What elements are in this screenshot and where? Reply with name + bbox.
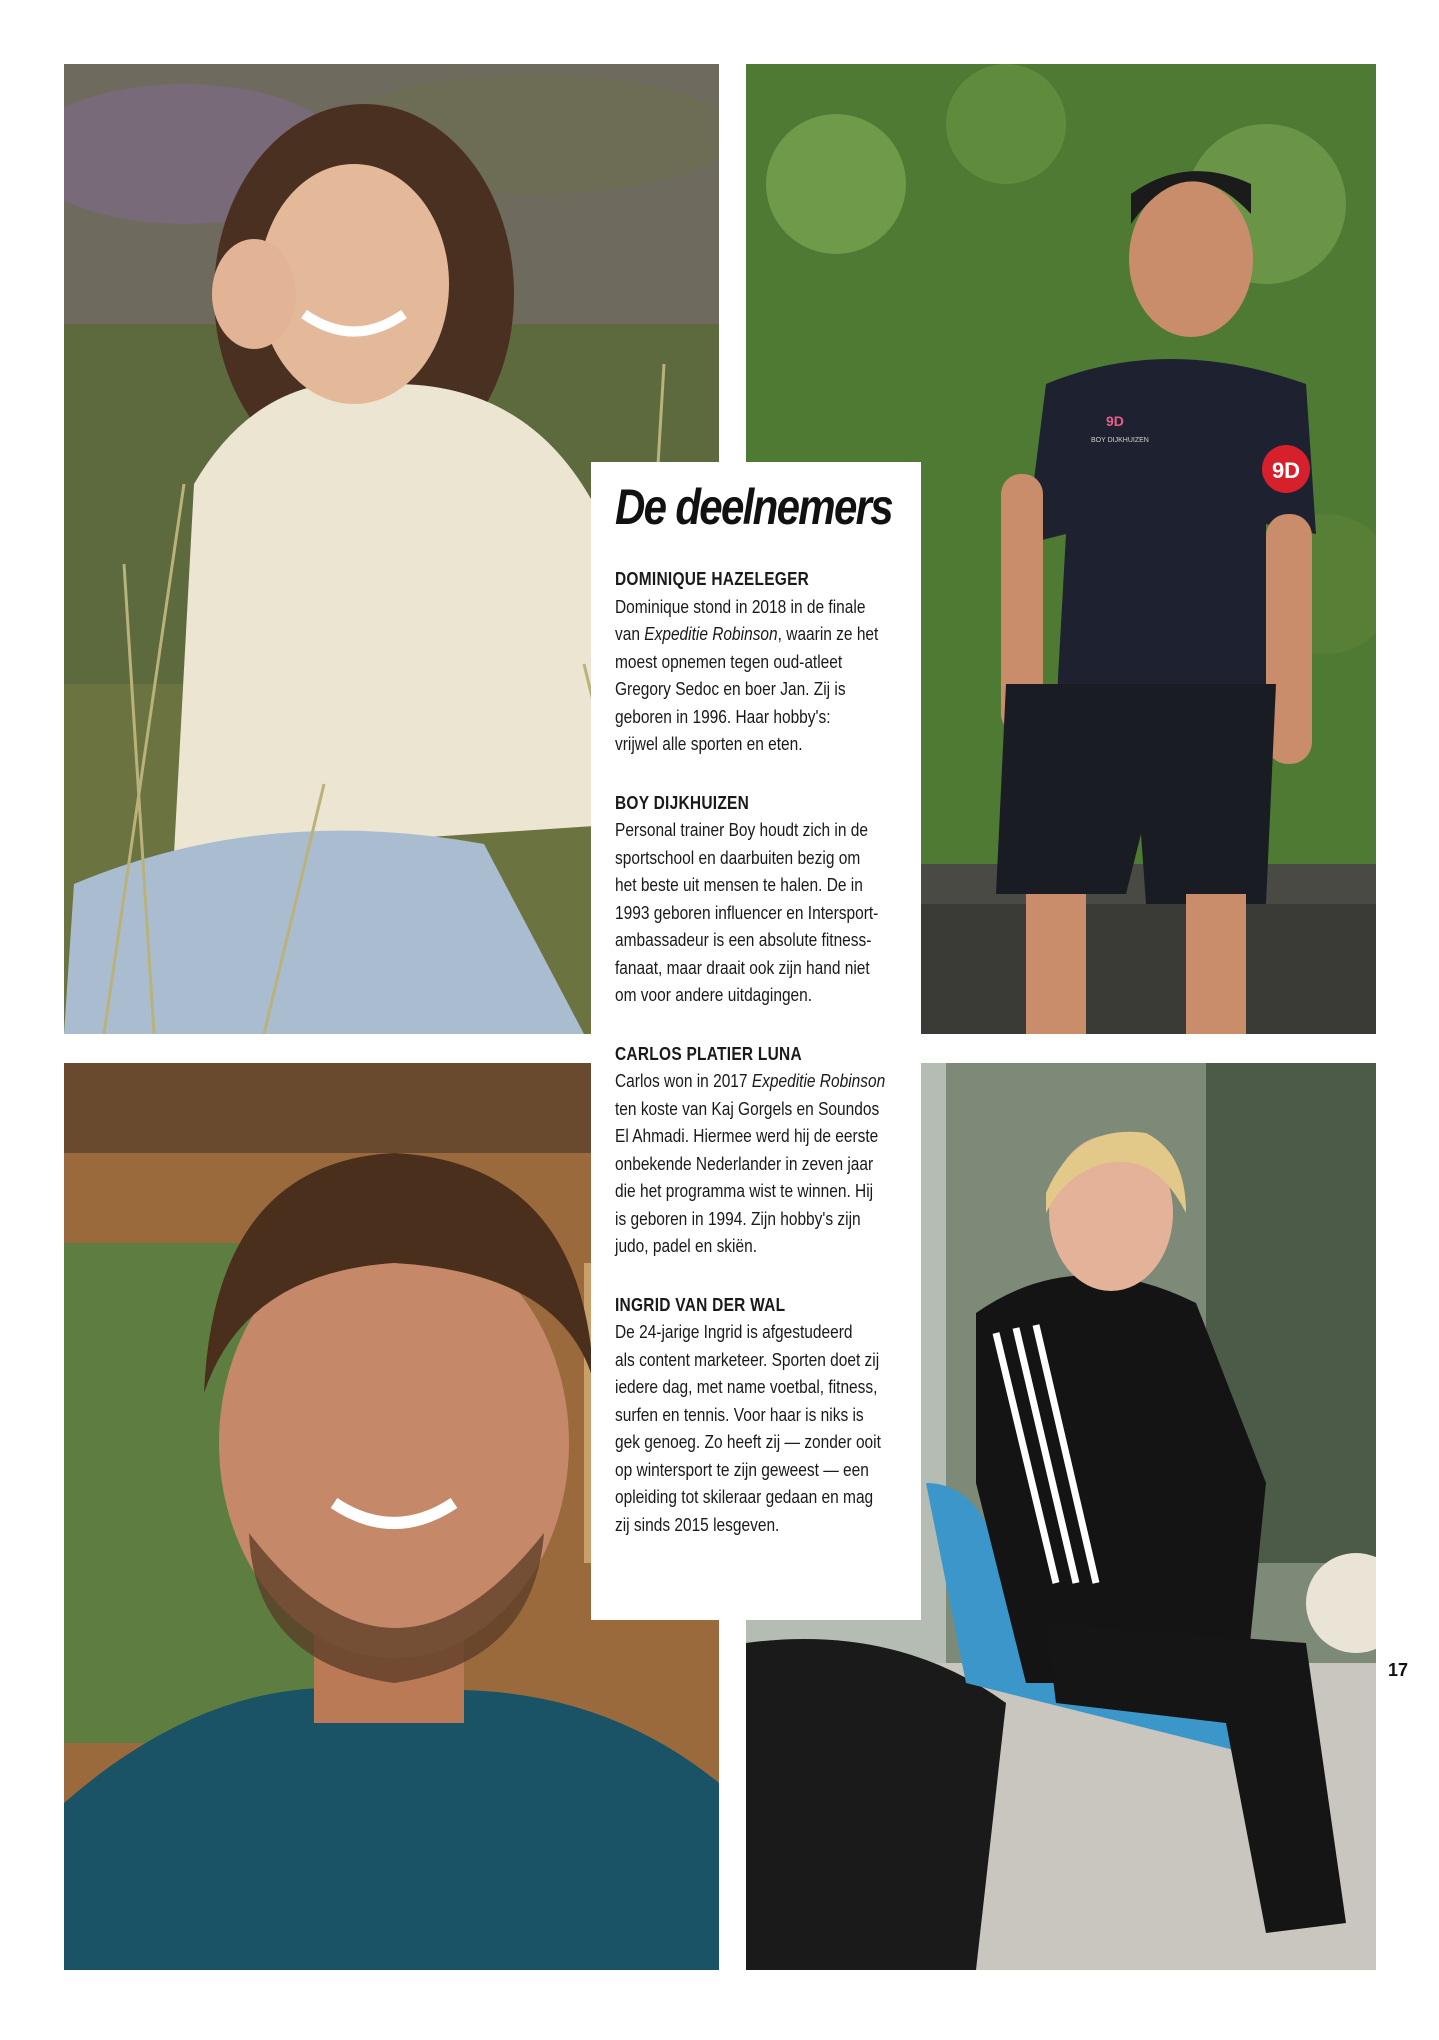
participant-name: BOY DIJKHUIZEN: [615, 792, 750, 813]
participant-bio-line: op wintersport te zijn geweest — een: [615, 1459, 869, 1480]
participant-bio-line: is geboren in 1994. Zijn hobby's zijn: [615, 1208, 861, 1229]
shirt-chest-text: BOY DIJKHUIZEN: [1091, 437, 1149, 444]
participant-bio: [615, 1292, 901, 1540]
participant-bio-line: judo, padel en skiën.: [615, 1236, 758, 1256]
participant-bio: [615, 566, 901, 759]
participant-bio-line: Carlos won in 2017 Expeditie Robinson: [615, 1071, 886, 1091]
participant-bio-line: 1993 geboren influencer en Intersport-: [615, 902, 879, 923]
text-panel: [591, 462, 921, 1620]
page-number: 17: [1388, 1660, 1409, 1680]
article-headline: De deelnemers: [615, 479, 892, 535]
participant-bio: [615, 1041, 901, 1261]
participant-bio-line: vrijwel alle sporten en eten.: [615, 734, 803, 754]
participant-bio-line: het beste uit mensen te halen. De in: [615, 875, 863, 895]
shirt-sleeve-logo: 9D: [1271, 458, 1301, 483]
participant-bio-line: van Expeditie Robinson, waarin ze het: [615, 624, 879, 644]
participant-bio-line: om voor andere uitdagingen.: [615, 985, 813, 1005]
participant-bio-line: Personal trainer Boy houdt zich in de: [615, 820, 868, 840]
shirt-chest-logo: 9D: [1106, 413, 1124, 429]
participant-bio-line: als content marketeer. Sporten doet zij: [615, 1349, 880, 1370]
participant-name: DOMINIQUE HAZELEGER: [615, 569, 810, 589]
participant-bio-line: El Ahmadi. Hiermee werd hij de eerste: [615, 1126, 879, 1146]
participant-bio: [615, 790, 901, 1010]
participant-bio-line: geboren in 1996. Haar hobby's:: [615, 706, 831, 727]
participant-bio-line: fanaat, maar draait ook zijn hand niet: [615, 957, 870, 978]
participant-bio-line: moest opnemen tegen oud-atleet: [615, 651, 843, 672]
participant-bio-line: Dominique stond in 2018 in de finale: [615, 596, 866, 617]
participant-bio-line: die het programma wist te winnen. Hij: [615, 1181, 874, 1201]
participant-bio-line: onbekende Nederlander in zeven jaar: [615, 1153, 874, 1174]
participant-bio-line: zij sinds 2015 lesgeven.: [615, 1514, 780, 1535]
participant-bio-line: ten koste van Kaj Gorgels en Soundos: [615, 1098, 880, 1119]
participant-bio-line: ambassadeur is een absolute fitness-: [615, 930, 872, 950]
participant-list: [615, 566, 901, 1539]
participant-bio-line: De 24-jarige Ingrid is afgestudeerd: [615, 1322, 853, 1342]
participant-bio-line: Gregory Sedoc en boer Jan. Zij is: [615, 679, 846, 699]
participant-bio-line: gek genoeg. Zo heeft zij — zonder ooit: [615, 1432, 881, 1452]
participant-bio-line: iedere dag, met name voetbal, fitness,: [615, 1377, 878, 1397]
participant-name: CARLOS PLATIER LUNA: [615, 1043, 802, 1064]
participant-name: INGRID VAN DER WAL: [615, 1294, 786, 1315]
participant-bio-line: opleiding tot skileraar gedaan en mag: [615, 1487, 874, 1507]
participant-bio-line: surfen en tennis. Voor haar is niks is: [615, 1404, 864, 1425]
participant-bio-line: sportschool en daarbuiten bezig om: [615, 847, 861, 868]
